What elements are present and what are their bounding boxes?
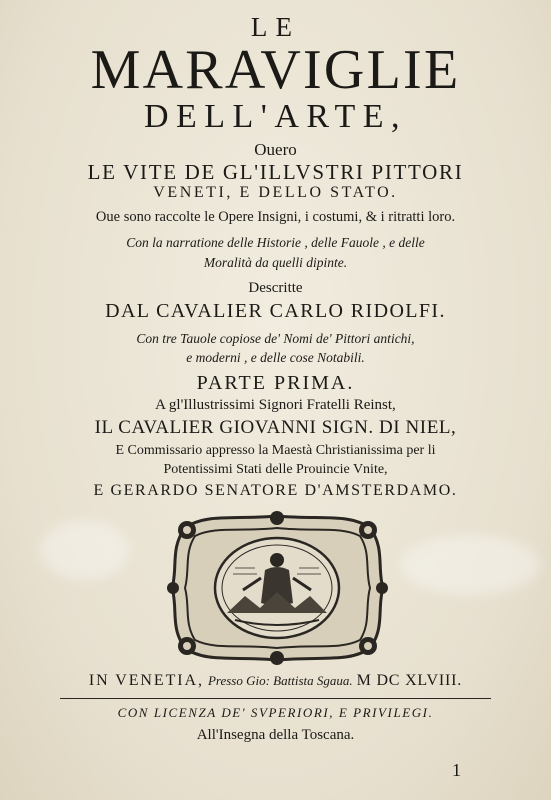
title-le: LE bbox=[250, 12, 301, 42]
subtitle-line-2: VENETI, E DELLO STATO. bbox=[153, 184, 398, 201]
divider-rule bbox=[60, 698, 491, 699]
tables-note-line-2: e moderni , e delle cose Notabili. bbox=[186, 350, 365, 365]
description-line-1: Oue sono raccolte le Opere Insigni, i costumi, & i ritratti loro. bbox=[95, 209, 456, 225]
dedication-line-3: E Commissario appresso la Maestà Christianissima per li bbox=[115, 443, 436, 458]
author-name: DAL CAVALIER CARLO RIDOLFI. bbox=[105, 300, 446, 322]
dedication-line-5: E GERARDO SENATORE D'AMSTERDAMO. bbox=[93, 482, 458, 499]
license-line: CON LICENZA DE' SVPERIORI, E PRIVILEGI. bbox=[117, 705, 434, 720]
description-line-3: Moralità da quelli dipinte. bbox=[203, 255, 348, 270]
sign-line: All'Insegna della Toscana. bbox=[196, 727, 355, 743]
paper-stain bbox=[400, 535, 540, 595]
dedication-line-1: A gl'Illustrissimi Signori Fratelli Reinst, bbox=[155, 397, 396, 413]
description-line-2: Con la narratione delle Historie , delle Fauole , e delle bbox=[126, 235, 425, 250]
imprint-year: M DC XLVIII. bbox=[356, 672, 463, 689]
title-dellarte: DELL'ARTE, bbox=[143, 98, 407, 135]
title-maraviglie: MARAVIGLIE bbox=[90, 39, 461, 101]
title-ouero: Ouero bbox=[254, 140, 297, 159]
subtitle-line-1: LE VITE DE GL'ILLVSTRI PITTORI bbox=[87, 160, 464, 184]
imprint-line bbox=[0, 672, 551, 690]
printer-device-icon bbox=[165, 508, 390, 668]
paper-stain bbox=[40, 520, 130, 580]
signature-mark: 1 bbox=[452, 760, 461, 780]
dedication-line-2: IL CAVALIER GIOVANNI SIGN. DI NIEL, bbox=[94, 417, 457, 438]
imprint-city: IN VENETIA, bbox=[88, 672, 204, 689]
imprint-printer: Presso Gio: Battista Sgaua. bbox=[207, 673, 353, 688]
described-by: Descritte bbox=[248, 280, 303, 296]
dedication-line-4: Potentissimi Stati delle Prouincie Vnite, bbox=[163, 462, 388, 477]
tables-note-line-1: Con tre Tauole copiose de' Nomi de' Pittori antichi, bbox=[136, 331, 415, 346]
part-heading: PARTE PRIMA. bbox=[196, 372, 355, 394]
